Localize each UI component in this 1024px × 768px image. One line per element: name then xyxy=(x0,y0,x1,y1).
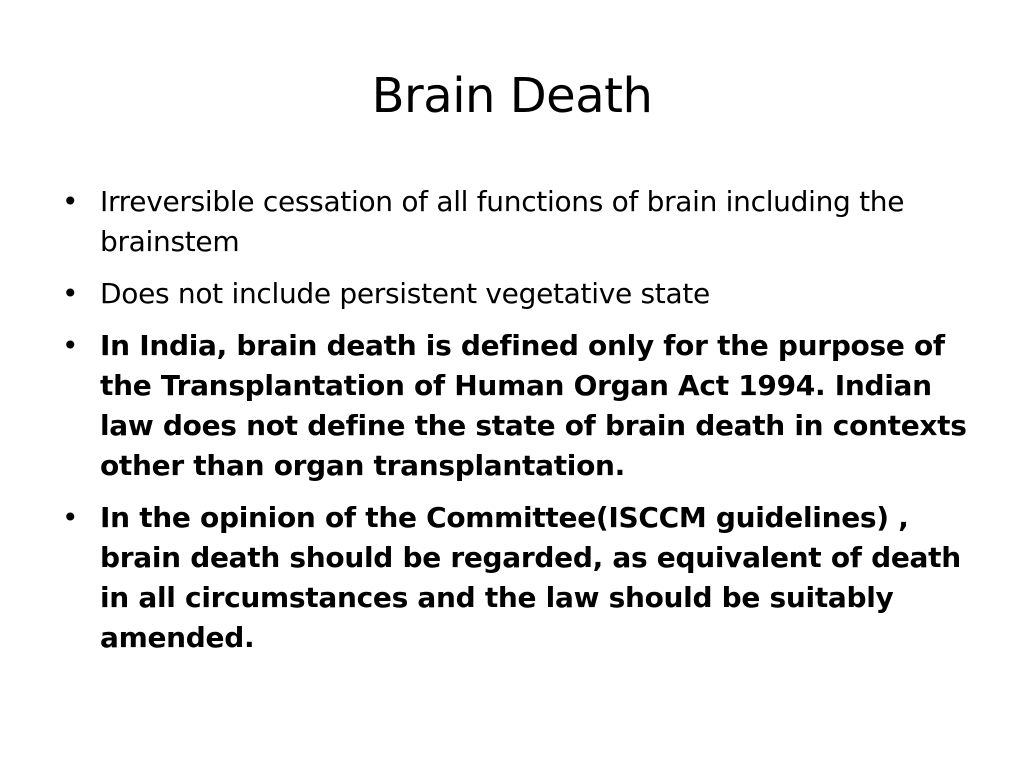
bullet-icon: • xyxy=(62,185,79,218)
bullet-item xyxy=(62,274,982,314)
bullet-icon: • xyxy=(62,329,79,362)
bullet-text: In the opinion of the Committee(ISCCM guidelines) , brain death should be regarded, as equivalent of death in all circumstances and the law should be suitably amended. xyxy=(100,501,961,654)
bullet-list xyxy=(62,182,982,670)
bullet-text: Does not include persistent vegetative state xyxy=(100,277,710,310)
slide-title: Brain Death xyxy=(371,68,653,124)
bullet-item xyxy=(62,498,982,658)
bullet-text: Irreversible cessation of all functions of brain including the brainstem xyxy=(100,185,905,258)
bullet-item xyxy=(62,182,982,262)
bullet-icon: • xyxy=(62,501,79,534)
bullet-icon: • xyxy=(62,277,79,310)
bullet-item xyxy=(62,326,982,486)
bullet-text: In India, brain death is defined only for the purpose of the Transplantation of Human Organ Act 1994. Indian law does not define the state of brain death in contexts other than organ transplantation. xyxy=(100,329,967,482)
